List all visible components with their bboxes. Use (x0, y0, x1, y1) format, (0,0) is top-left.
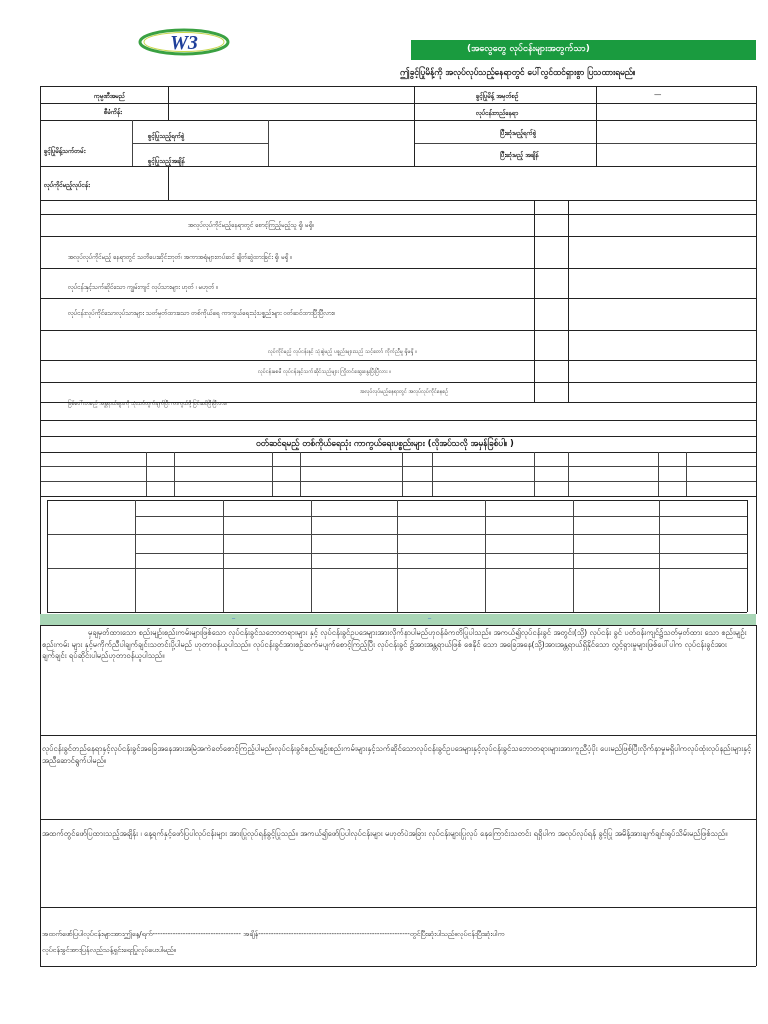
permit-number-value: — (654, 90, 662, 99)
completion-line-2: လုပ်ငန်းခွင်အားပြန်လည်သန့်ရှင်းရေးပြုလုပ်ပေးပါမည်။ (42, 946, 176, 954)
permit-number-label: ခွင့်ပြုမိန့် အမှတ်စဉ် (476, 93, 519, 100)
declaration-paragraph-3: အထက်တွင်ဖော်ပြထားသည့်အချိန်း ၊ နေ့ရက်နှင့်ဖော်ပြပါလုပ်ငန်းများ အားပြုလုပ်ရန်ခွင့်ပြုသည်။ အကယ်၍ဖော်ပြပါလုပ်ငန်းများ မဟုတ်ပဲအခြား လုပ်ငန်းများပြုလုပ် နေကြောင်းသတင်း ရရှိပါက အလုပ်လုပ်ရန် ခွင့်ပြု အမိန့်အားချက်ချင်းရုပ်သိမ်းမည်ဖြစ်သည်။ (42, 829, 728, 838)
separator-mark-right: _ (428, 612, 432, 619)
checklist-item-6: လုပ်ငန်းမစမီ လုပ်ငန်းနှင့်သက်ဆိုင်သည်များ ကြိုတင်ဆွေးနွေးပြီးပြီလား ။ (258, 369, 391, 375)
logo-icon (138, 28, 230, 56)
end-date-label: ပြီးဆုံးမည့်ရက်စွဲ (500, 130, 537, 137)
work-location-label: လုပ်ငန်းတည်နေရာ (476, 110, 519, 117)
separator-mark-left: _ (232, 612, 236, 619)
declaration-paragraph-2: လုပ်ငန်းခွင်တည်နေရာနှင့်လုပ်ငန်းခွင်အခြေအနေအားအမြဲအကဲခတ်စောင့်ကြည့်ပါမည်။လုပ်ငန်းခွင်စည်းမျဉ်းစည်းကမ်းများနှင့်သက်ဆိုင်သောလုပ်ငန်းခွင်ဥပဒေများနှင့်လုပ်ငန်းခွင်သဘောတရားများအားကူညီပံ့ပိုး ပေးမည်ဖြစ်ပြီးလိုက်နာမှုမရှိပါကလုပ်ထုံးလုပ်နည်းများနှင့်အညီဆောင်ရွက်ပါမည်။ (42, 744, 752, 765)
signature-table (47, 500, 747, 612)
end-time-label: ပြီးဆုံးမည့် အချိန် (500, 152, 539, 159)
declarations-frame (40, 625, 756, 966)
start-date-label: စွင့်ပြုသည့်ရက်စွဲ (148, 133, 185, 140)
banner-title: (အလွေတွေ လုပ်ငန်းများအတွက်သာ) (467, 44, 590, 54)
green-separator (40, 614, 756, 625)
checklist-item-5: လုပ်ကိုင်မည့် လုပ်ငန်းနှင့် သုံးစွဲမည့် ပစ္စည်းများသည် သင့်တော် ကိုက်ညီမှု ရှိမရှိ ။ (268, 349, 417, 355)
task-label: လုပ်ကိုင်မည့်လုပ်ငန်း (44, 182, 90, 189)
start-time-label: စွင့်ပြုသည့်အချိန် (148, 158, 185, 165)
checklist-item-1: အလုပ်လုပ်ကိုင်မည့်နေရာတွင် စောင့်ကြည့်မည့်သူ ရှိ၊ မရှိ။ (188, 222, 315, 229)
completion-line: အထက်ဖော်ပြပါလုပ်ငန်းများအားဤနေ့/ရက်----------------------------------- အချိန်------------------------------------------------------------တွင်ပြီးဆုံးပါသည်။လုပ်ငန်းပြီးဆုံးပါက (42, 930, 505, 938)
page-subtitle: ဤခွင့်ပြုမိန့်ကို အလုပ်လုပ်သည့်နေရာတွင် ပေါ်လွင်ထင်ရှားစွာ ပြသထားရမည်။ (400, 67, 636, 77)
logo-text: W3 (170, 32, 198, 54)
checklist-item-7b: ဖြစ်ပေါ်လာမည့် အန္တရာယ်များကို သုံးသပ်တွက်ချက်ပြီး ကာကွယ်ဖို့ ပြင်ဆင်ပြီးပြီလား။ (68, 401, 227, 407)
checklist-item-7a: အလုပ်လုပ်မည့်နေရာတွင် အလုပ်လုပ်ကိုင်နေစဉ် (360, 389, 449, 395)
logo (138, 28, 230, 56)
checklist-item-2: အလုပ်လုပ်ကိုင်မည့် နေရာတွင် သတိပေးဆိုင်းဘုတ်၊ အကာအရံများတပ်ဆင် ချိတ်ဆွဲထားခြင်း ရှိ၊ မရှိ ။ (68, 254, 293, 261)
checklist-item-4: လုပ်ငန်းလုပ်ကိုင်သောလုပ်သားများ သတ်မှတ်ထားသော တစ်ကိုယ်ရေ ကာကွယ်ရေးသုံးပစ္စည်းများ ဝတ်ဆင်ထားပြီးပြီလား။ (68, 310, 336, 317)
declaration-paragraph-1: မှချမှတ်ထားသော စည်းမျဉ်းစည်းကမ်းများဖြစ်သော လုပ်ငန်းခွင်သဘောတရားများ နှင့် လုပ်ငန်းခွင်ဥပဒေများအားလိုက်နာပါမည်ဟုဝန်ခံကတိပြုပါသည်။ အကယ်၍လုပ်ငန်းခွင် အတွင်း(သို့) လုပ်ငန်း ခွင် ပတ်ဝန်းကျင်၌သတ်မှတ်ထား သော စည်းမျဉ်း စည်းကမ်း များ နှင့်မကိုက်ညီပါချက်ချင်းသတင်းပို့ပါမည် ဟုတာဝန်ယူပါသည်။ လုပ်ငန်းခွင်အားစဉ်ဆက်မပျက်စောင့်ကြည့်ပြီး လုပ်ငန်းခွင် ၌အားအန္တရာယ်ဖြစ် စေနိုင် သော အခြေအနေ(သို့)အားအန္တရာယ်ရှိနိုင်သော လွှင့်ရှားမှုများဖြစ်ပေါ်ပါက လုပ်ငန်းခွင်အား ချက်ချင်း ရပ်ဆိုင်းပါမည်ဟုတာဝန်ယူပါသည်။ (42, 628, 747, 661)
company-name-label: ကုမ္ပဏီအမည် (94, 93, 126, 100)
permit-period-label: ခွင့်ပြုမိန့်သက်တမ်း (44, 148, 86, 155)
checklist-item-3: လုပ်ငန်းနှင့်သက်ဆိုင်သော ကျွမ်းကျင် လုပ်သားများ ဟုတ် ၊ မဟုတ် ။ (68, 284, 219, 291)
site-label: စီမံကိန်း (104, 109, 122, 116)
ppe-checkbox-grid (40, 452, 756, 496)
title-banner (411, 40, 756, 60)
ppe-heading: ဝတ်ဆင်ရမည့် တစ်ကိုယ်ရေသုံး ကာကွယ်ရေးပစ္စည်းများ (လိုအပ်သလို အမှန်ခြစ်ပါ။ ) (256, 438, 514, 448)
info-grid (40, 86, 756, 200)
